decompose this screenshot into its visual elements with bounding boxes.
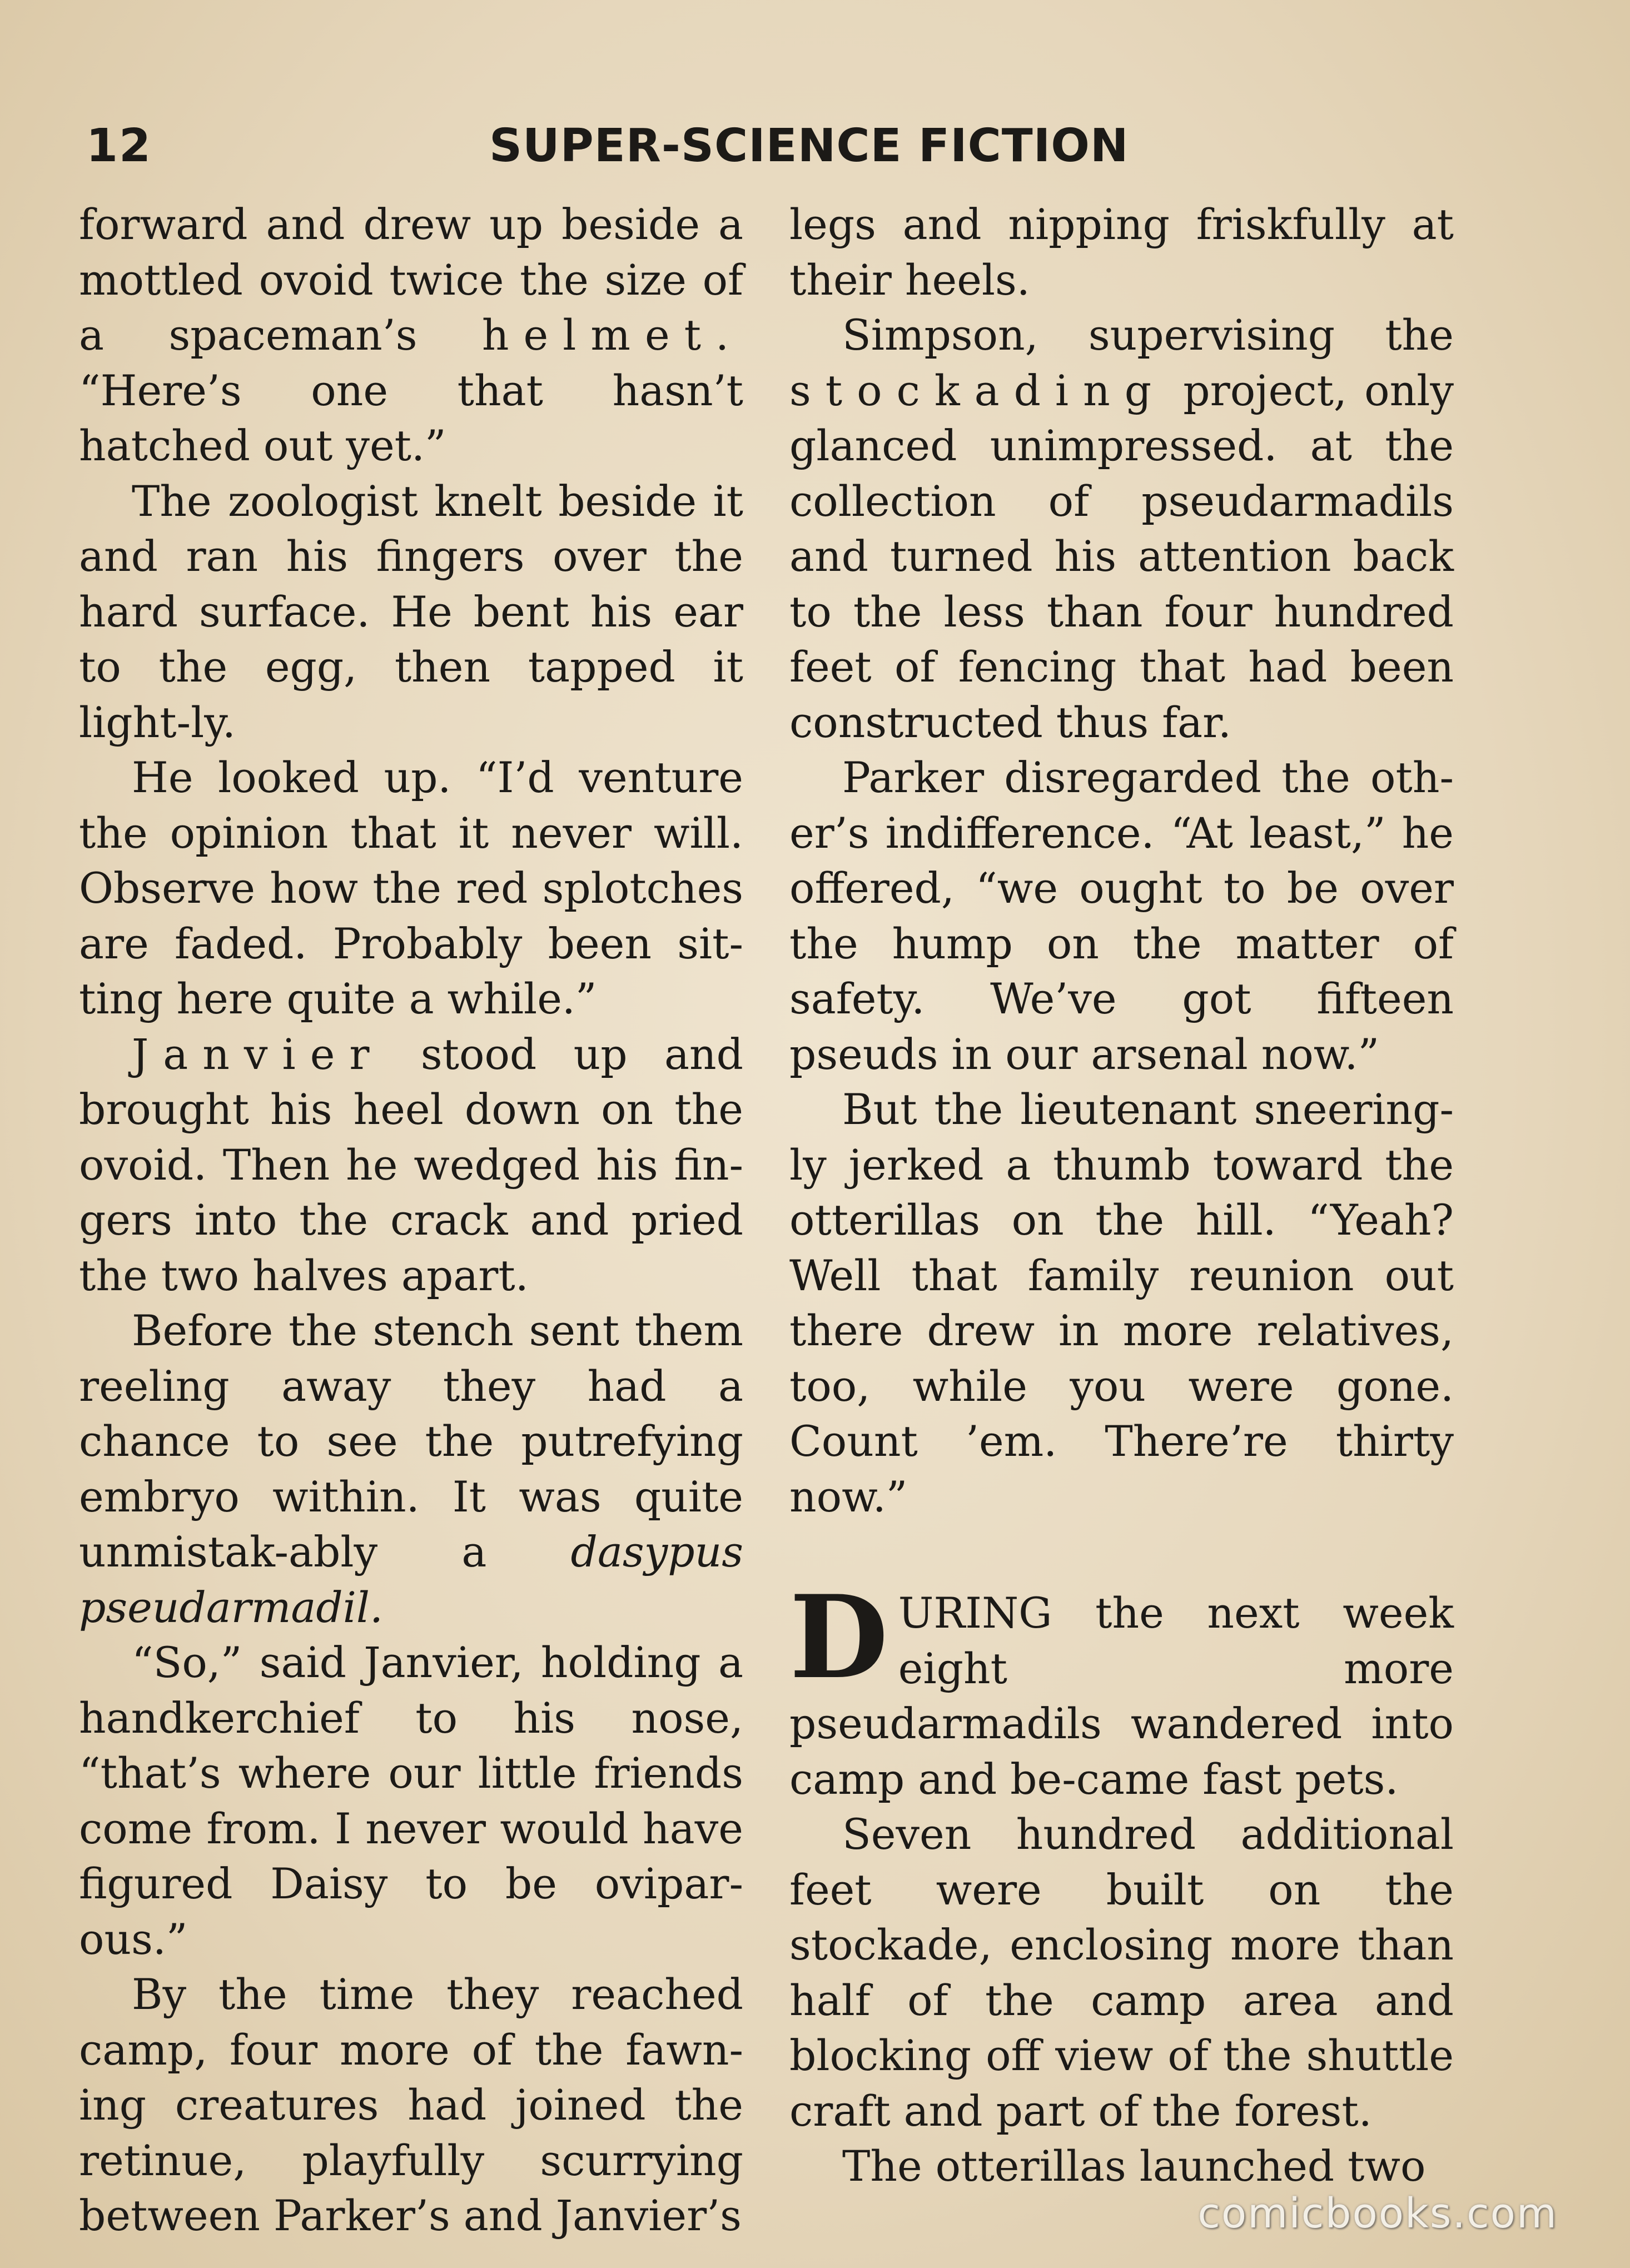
italic-species-name: dasypus pseudarmadil. — [79, 1528, 743, 1632]
text-run: forward and drew up beside a mottled ovoid twice the size of a spaceman’s — [79, 200, 743, 360]
spaced-word: helmet. — [481, 311, 743, 360]
drop-cap: D — [789, 1571, 888, 1704]
left-column — [79, 197, 743, 2244]
running-head: SUPER-SCIENCE FICTION — [489, 120, 1129, 172]
spaced-word: stockading — [789, 366, 1166, 415]
paragraph: But the lieutenant sneering-ly jerked a thumb toward the otterillas on the hill. “Yeah? Well that family reunion out there drew in more relatives, too, while you were gone. Count ’em. There’re thirty now.” — [789, 1085, 1454, 1521]
paragraph — [79, 1304, 743, 1635]
paragraph: By the time they reached camp, four more of the fawn-ing creatures had joined the retinue, playfully scurrying between Parker’s and Janvier’s — [79, 1970, 743, 2240]
right-column — [789, 197, 1454, 2195]
paragraph: Seven hundred additional feet were built on the stockade, enclosing more than half of the camp area and blocking off view of the shuttle craft and part of the forest. — [789, 1810, 1454, 2136]
text-run: Before the stench sent them reeling away they had a chance to see the putrefying embryo within. It was quite unmistak-ably a — [79, 1306, 743, 1576]
text-run: stood up and brought his heel down on the ovoid. Then he wedged his fin-gers into the crack and pried the two halves apart. — [79, 1029, 743, 1300]
paragraph — [79, 197, 743, 474]
paragraph — [789, 308, 1454, 750]
text-run: “Here’s one that hasn’t hatched out yet.” — [79, 366, 743, 470]
text-run: project, only glanced unimpressed. at the collection of pseudarmadils and turned his attention back to the less than four hundred feet of fencing that had been constructed thus far. — [789, 366, 1454, 747]
paragraph: legs and nipping friskfully at their heels. — [789, 200, 1454, 305]
paragraph: The otterillas launched two — [842, 2142, 1426, 2191]
paragraph-with-dropcap — [789, 1571, 1454, 1807]
paragraph: Parker disregarded the oth-er’s indifference. “At least,” he offered, “we ought to be over the hump on the matter of safety. We’ve got fifteen pseuds in our arsenal now.” — [789, 753, 1454, 1079]
page-header — [78, 120, 1579, 181]
page-number: 12 — [86, 120, 152, 172]
paragraph: He looked up. “I’d venture the opinion that it never will. Observe how the red splotches are faded. Probably been sit-ting here quite a while.” — [79, 753, 743, 1023]
paragraph: The zoologist knelt beside it and ran his fingers over the hard surface. He bent his ear to the egg, then tapped it light-ly. — [79, 476, 743, 747]
text-run: URING the next week eight more pseudarmadils wandered into camp and be-came fast pets. — [789, 1589, 1454, 1804]
watermark-logo: comicbooks.com — [1197, 2190, 1558, 2237]
paragraph: “So,” said Janvier, holding a handkerchief to his nose, “that’s where our little friends come from. I never would have figured Daisy to be ovipar-ous.” — [79, 1638, 743, 1964]
text-run: Simpson, supervising the — [842, 311, 1454, 360]
spaced-word: Janvier — [132, 1029, 384, 1079]
paragraph — [79, 1027, 743, 1304]
